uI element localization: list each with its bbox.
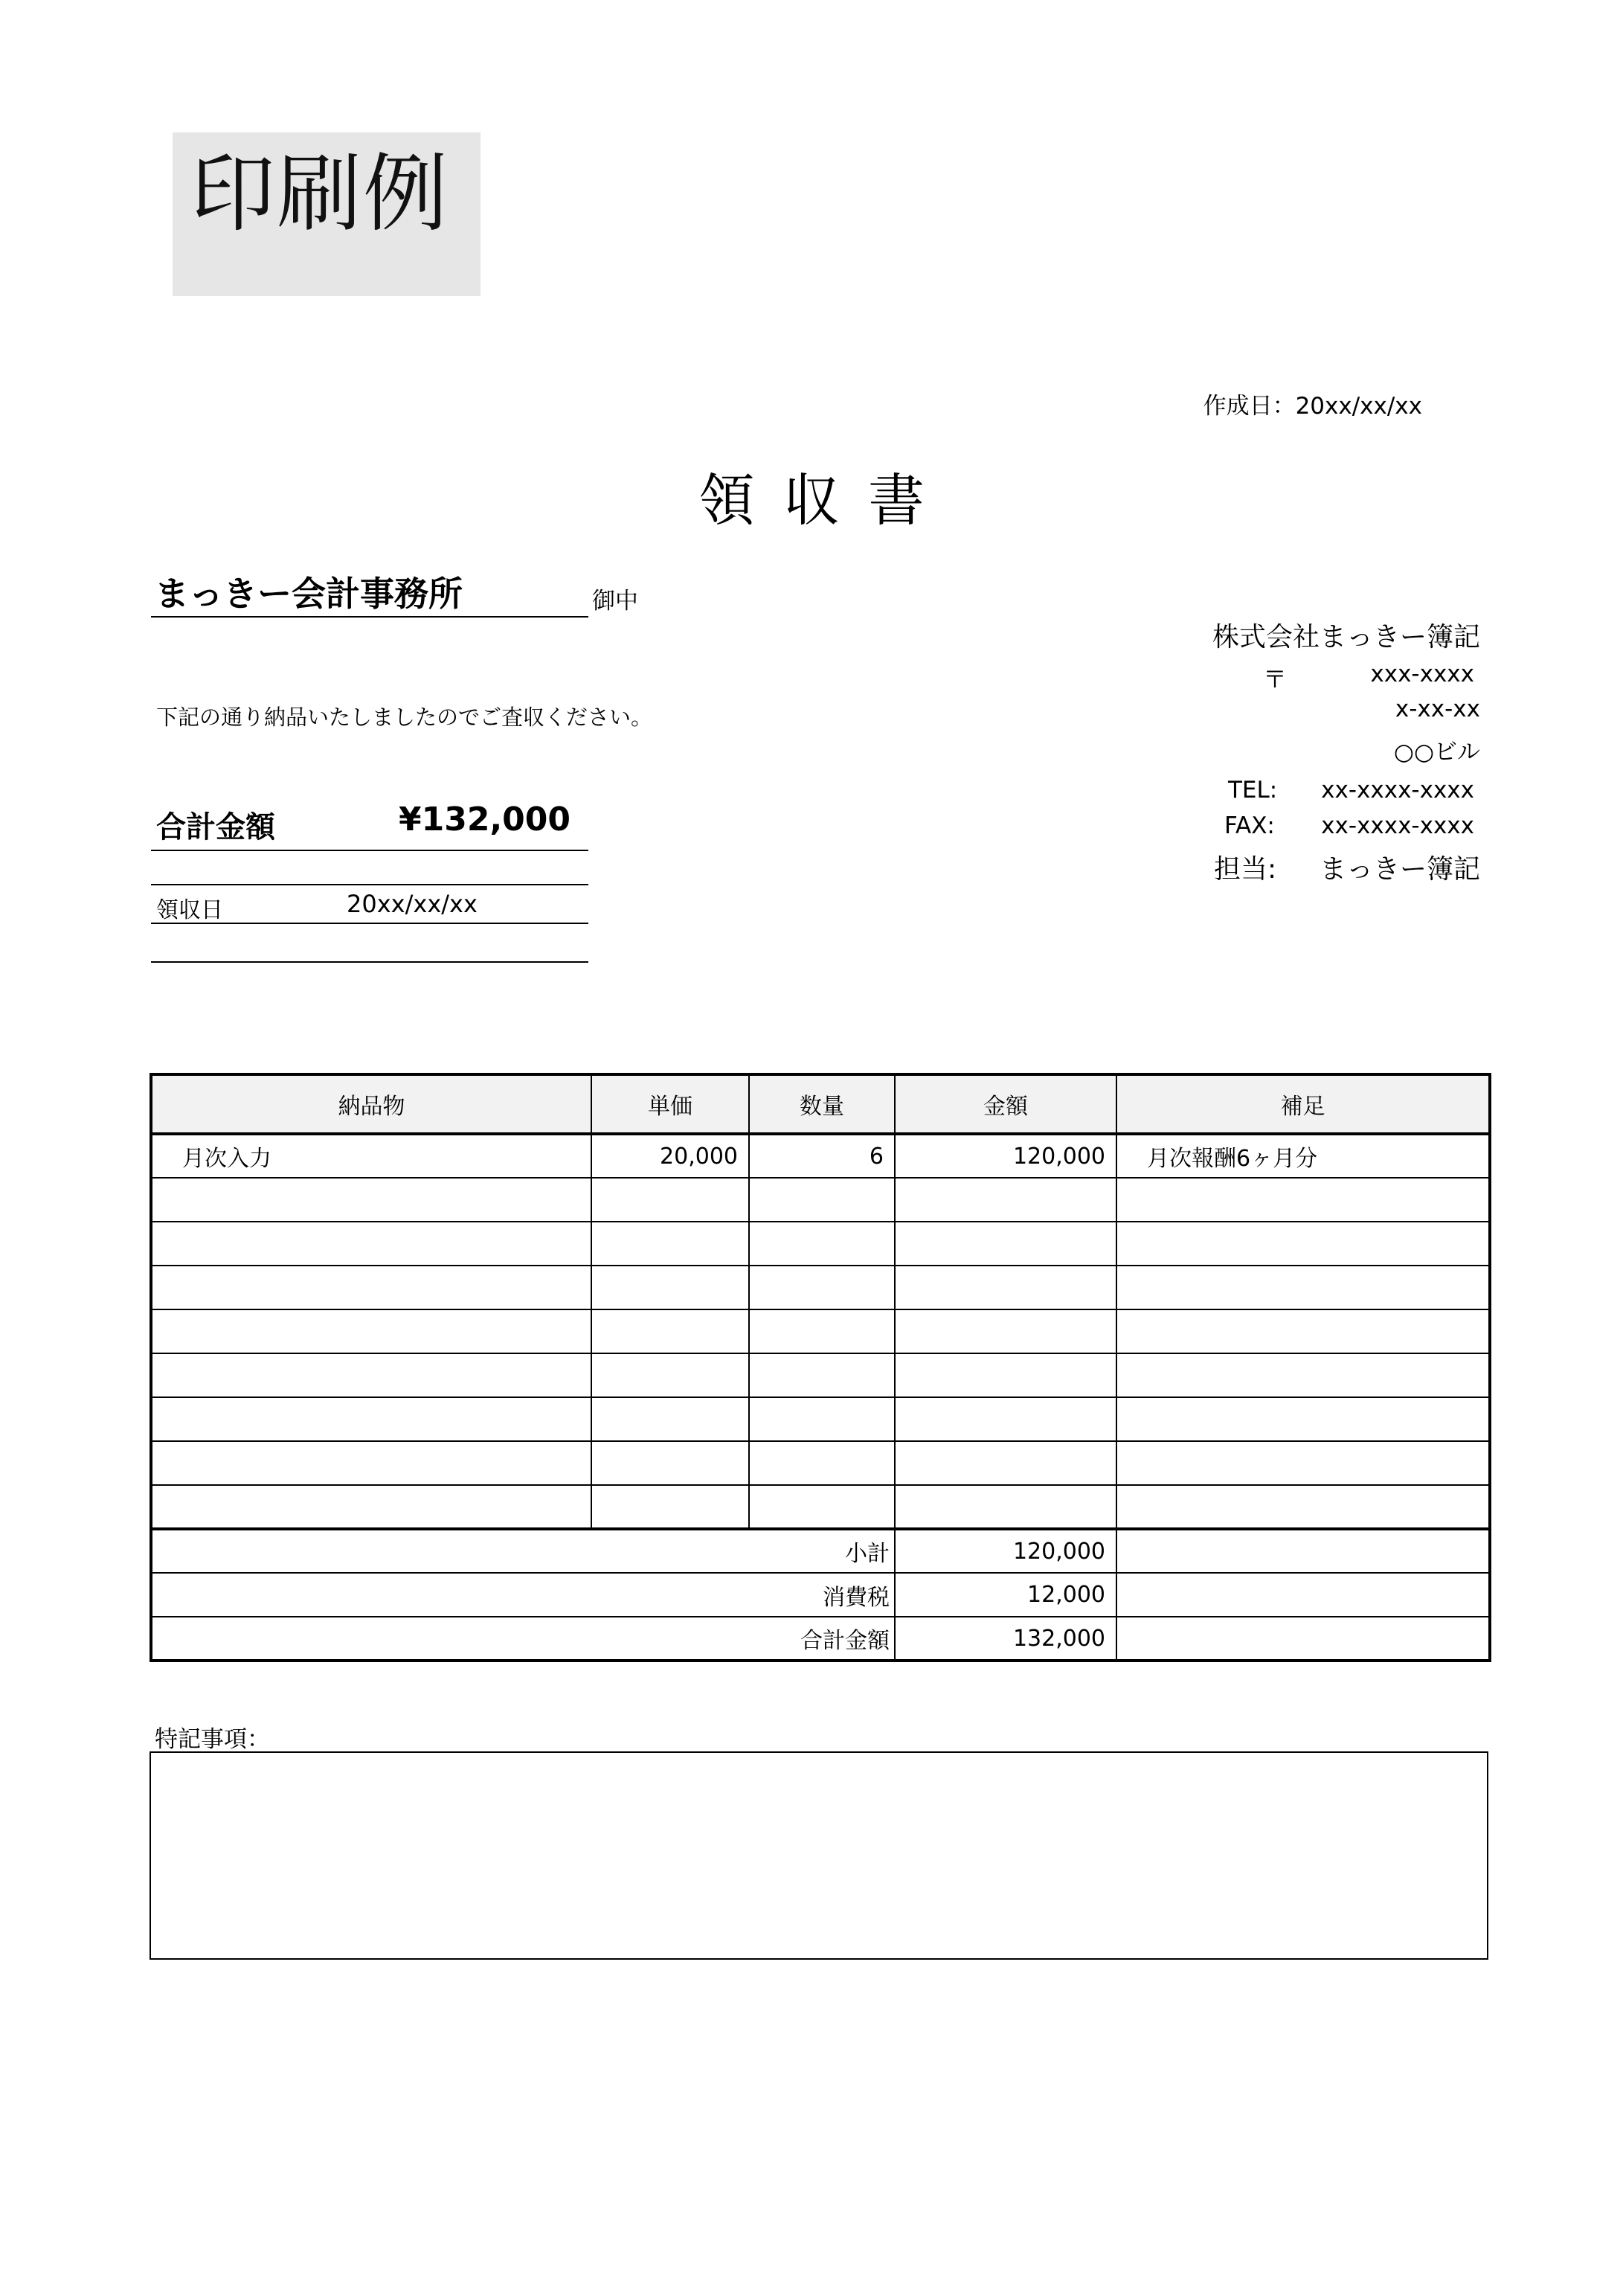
- sample-badge-label: 印刷例: [190, 144, 450, 243]
- sample-badge: [173, 132, 481, 296]
- header-note: 補足: [1116, 1074, 1490, 1134]
- cell-amount: [895, 1222, 1116, 1266]
- blank-underline: [151, 961, 588, 963]
- table-header-row: [151, 1074, 1490, 1134]
- summary-row: [151, 1617, 1490, 1661]
- summary-empty-cell: [1116, 1529, 1490, 1573]
- cell-note: [1116, 1178, 1490, 1222]
- cell-unit-price: [591, 1266, 749, 1309]
- cell-unit-price: [591, 1178, 749, 1222]
- total-amount-label: 合計金額: [156, 810, 275, 844]
- total-underline: [151, 850, 588, 851]
- cell-note: [1116, 1222, 1490, 1266]
- header-amount: 金額: [895, 1074, 1116, 1134]
- cell-unit-price: [591, 1485, 749, 1529]
- fax-label: FAX:: [1224, 812, 1275, 839]
- cell-note: [1116, 1353, 1490, 1397]
- cell-amount: [895, 1485, 1116, 1529]
- cell-quantity: [749, 1441, 895, 1485]
- cell-amount: [895, 1309, 1116, 1353]
- issuer-address-line2: ○○ビル: [1393, 739, 1480, 766]
- cell-item: 月次入力: [151, 1134, 591, 1178]
- receipt-date-underline: [151, 923, 588, 924]
- cell-note: [1116, 1266, 1490, 1309]
- table-row: [151, 1266, 1490, 1309]
- cell-note: 月次報酬6ヶ月分: [1116, 1134, 1490, 1178]
- cell-amount: [895, 1178, 1116, 1222]
- summary-row: [151, 1573, 1490, 1617]
- header-item: 納品物: [151, 1074, 591, 1134]
- cell-quantity: [749, 1266, 895, 1309]
- cell-quantity: [749, 1178, 895, 1222]
- cell-quantity: [749, 1309, 895, 1353]
- summary-empty-cell: [1116, 1573, 1490, 1617]
- cell-quantity: [749, 1485, 895, 1529]
- total-amount-value: ¥132,000: [399, 801, 571, 838]
- table-row: [151, 1178, 1490, 1222]
- table-row: [151, 1485, 1490, 1529]
- table-row: [151, 1441, 1490, 1485]
- cell-item: [151, 1485, 591, 1529]
- recipient-underline: [151, 616, 588, 618]
- summary-label: 消費税: [151, 1573, 895, 1617]
- cell-item: [151, 1441, 591, 1485]
- created-date: 作成日：20xx/xx/xx: [1203, 393, 1422, 420]
- cell-unit-price: [591, 1397, 749, 1441]
- representative-name: まっきー簿記: [1319, 854, 1480, 885]
- table-row: [151, 1222, 1490, 1266]
- issuer-address-line1: x-xx-xx: [1395, 696, 1480, 722]
- tel-label: TEL:: [1228, 777, 1278, 804]
- divider-line: [151, 884, 588, 885]
- items-table: [150, 1073, 1491, 1662]
- cell-note: [1116, 1441, 1490, 1485]
- summary-empty-cell: [1116, 1617, 1490, 1661]
- cell-note: [1116, 1485, 1490, 1529]
- summary-row: [151, 1529, 1490, 1573]
- document-title: 領収書: [698, 467, 953, 533]
- cell-amount: 120,000: [895, 1134, 1116, 1178]
- delivery-notice: 下記の通り納品いたしましたのでご査収ください。: [156, 705, 653, 730]
- recipient-honorific: 御中: [592, 588, 638, 615]
- cell-unit-price: 20,000: [591, 1134, 749, 1178]
- cell-unit-price: [591, 1441, 749, 1485]
- issuer-postal-code: xxx-xxxx: [1370, 661, 1474, 687]
- cell-unit-price: [591, 1309, 749, 1353]
- cell-quantity: 6: [749, 1134, 895, 1178]
- cell-quantity: [749, 1222, 895, 1266]
- cell-unit-price: [591, 1222, 749, 1266]
- table-row: [151, 1353, 1490, 1397]
- summary-value: 12,000: [895, 1573, 1116, 1617]
- recipient-name: まっきー会計事務所: [155, 574, 463, 614]
- cell-amount: [895, 1441, 1116, 1485]
- postal-mark: 〒: [1263, 665, 1288, 693]
- cell-item: [151, 1178, 591, 1222]
- cell-unit-price: [591, 1353, 749, 1397]
- summary-value: 120,000: [895, 1529, 1116, 1573]
- header-quantity: 数量: [749, 1074, 895, 1134]
- cell-item: [151, 1397, 591, 1441]
- cell-quantity: [749, 1353, 895, 1397]
- issuer-tel: xx-xxxx-xxxx: [1321, 777, 1474, 804]
- cell-amount: [895, 1266, 1116, 1309]
- issuer-fax: xx-xxxx-xxxx: [1321, 812, 1474, 839]
- issuer-company: 株式会社まっきー簿記: [1212, 622, 1480, 652]
- representative-label: 担当:: [1214, 854, 1277, 885]
- cell-quantity: [749, 1397, 895, 1441]
- table-row: [151, 1397, 1490, 1441]
- cell-amount: [895, 1353, 1116, 1397]
- summary-label: 合計金額: [151, 1617, 895, 1661]
- summary-value: 132,000: [895, 1617, 1116, 1661]
- cell-note: [1116, 1397, 1490, 1441]
- summary-label: 小計: [151, 1529, 895, 1573]
- cell-item: [151, 1222, 591, 1266]
- remarks-box[interactable]: [150, 1751, 1488, 1960]
- table-row: [151, 1134, 1490, 1178]
- cell-note: [1116, 1309, 1490, 1353]
- cell-amount: [895, 1397, 1116, 1441]
- remarks-label: 特記事項：: [155, 1726, 270, 1753]
- cell-item: [151, 1353, 591, 1397]
- receipt-date-label: 領収日: [156, 897, 223, 923]
- table-row: [151, 1309, 1490, 1353]
- cell-item: [151, 1309, 591, 1353]
- cell-item: [151, 1266, 591, 1309]
- receipt-date-value: 20xx/xx/xx: [347, 890, 478, 918]
- header-unit-price: 単価: [591, 1074, 749, 1134]
